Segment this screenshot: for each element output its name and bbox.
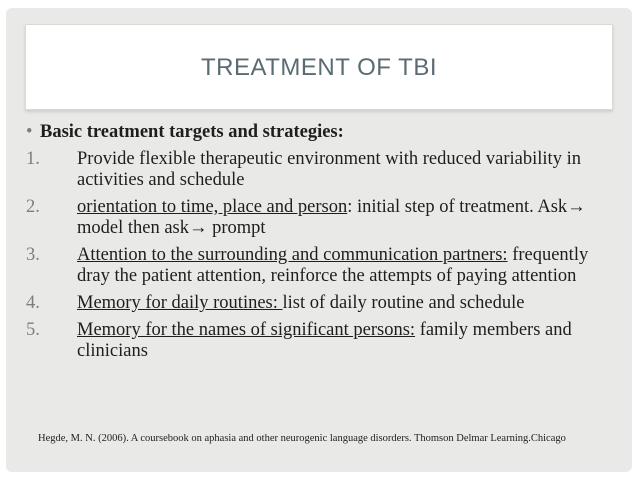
list-item-underlined: Memory for the names of significant persons:: [77, 320, 416, 340]
slide-title: TREATMENT OF TBI: [200, 54, 437, 81]
bullet-heading: Basic treatment targets and strategies:: [40, 122, 344, 142]
slide: [6, 8, 632, 472]
bullet-heading-row: [26, 122, 616, 143]
list-item-text: list of daily routine and schedule: [282, 293, 525, 313]
list-item-underlined: orientation to time, place and person: [77, 197, 348, 217]
list-item: [26, 245, 616, 287]
slide-content: [26, 122, 616, 368]
list-item-text: family members and clinicians: [77, 320, 572, 361]
list-item-text: Provide flexible therapeutic environment with reduced variability in activities and schedule: [77, 149, 581, 190]
list-item-underlined: Memory for daily routines:: [77, 293, 283, 313]
list-item-text: : initial step of treatment. Ask→ model then ask→ prompt: [77, 197, 586, 238]
list-item: [26, 149, 616, 191]
citation: Hegde, M. N. (2006). A coursebook on aphasia and other neurogenic language disorders. Thomson Delmar Learning.Chicago: [38, 433, 566, 444]
bullet-marker: •: [26, 122, 33, 142]
list-item: [26, 320, 616, 362]
list-number: 2.: [26, 197, 40, 217]
title-box: [25, 24, 613, 110]
list-number: 3.: [26, 245, 40, 265]
list-item: [26, 197, 616, 239]
list-item: [26, 293, 616, 314]
list-item-underlined: Attention to the surrounding and communication partners:: [77, 245, 508, 265]
list-item-text: frequently dray the patient attention, reinforce the attempts of paying attention: [77, 245, 589, 286]
list-number: 4.: [26, 293, 40, 313]
list-number: 5.: [26, 320, 40, 340]
list-number: 1.: [26, 149, 40, 169]
